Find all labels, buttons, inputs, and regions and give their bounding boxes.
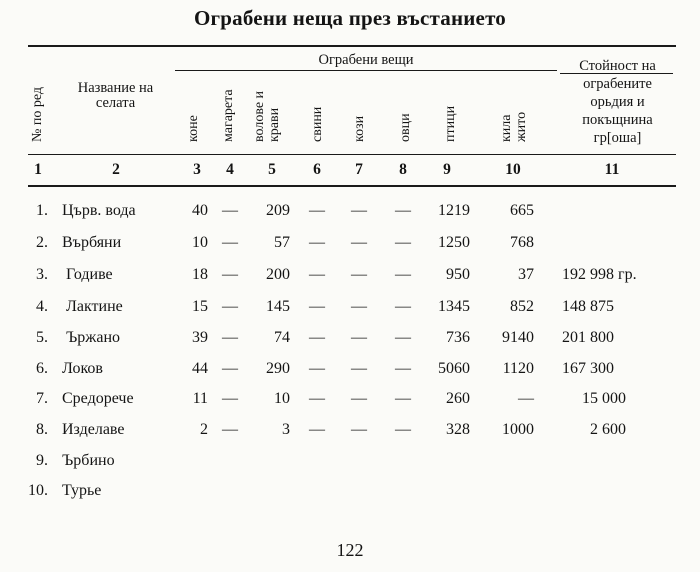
table-row bbox=[0, 234, 700, 260]
table-row bbox=[0, 390, 700, 416]
wheat-kila: 37 bbox=[518, 266, 534, 283]
table-row bbox=[0, 329, 700, 355]
header-sheep: овци bbox=[398, 113, 413, 142]
wheat-kila: 1000 bbox=[502, 421, 534, 438]
donkeys-count: — bbox=[222, 266, 238, 283]
header-donkeys: магарета bbox=[221, 89, 236, 142]
oxen-count: 57 bbox=[274, 234, 290, 251]
table-row bbox=[0, 298, 700, 324]
header-wheat-kila: кила жито bbox=[499, 111, 529, 142]
birds-count: 1219 bbox=[438, 202, 470, 219]
donkeys-count: — bbox=[222, 421, 238, 438]
row-number: 5. bbox=[36, 329, 48, 346]
header-village-name-line2: селата bbox=[95, 95, 136, 111]
column-number: 4 bbox=[226, 161, 234, 178]
column-number: 2 bbox=[112, 161, 120, 178]
looted-value: 201 800 bbox=[562, 329, 614, 346]
table-row bbox=[0, 266, 700, 292]
oxen-count: 200 bbox=[266, 266, 290, 283]
sheep-count: — bbox=[395, 360, 411, 377]
village-name: Лактине bbox=[66, 298, 123, 315]
village-name: Годиве bbox=[66, 266, 113, 283]
header-birds: птици bbox=[443, 105, 458, 142]
column-number: 11 bbox=[604, 161, 620, 178]
header-bottom-rule bbox=[28, 154, 676, 155]
column-number: 8 bbox=[399, 161, 407, 178]
header-value-line5: гр[оша] bbox=[593, 130, 642, 146]
column-number: 6 bbox=[313, 161, 321, 178]
wheat-kila: 1120 bbox=[502, 360, 534, 377]
pigs-count: — bbox=[309, 202, 325, 219]
goats-count: — bbox=[351, 298, 367, 315]
page-number: 122 bbox=[336, 540, 364, 560]
wheat-kila: 852 bbox=[510, 298, 534, 315]
row-number: 4. bbox=[36, 298, 48, 315]
row-number: 6. bbox=[36, 360, 48, 377]
header-horses: коне bbox=[186, 115, 201, 142]
village-name: Средорече bbox=[62, 390, 134, 407]
horses-count: 15 bbox=[192, 298, 208, 315]
table-row bbox=[0, 452, 700, 478]
wheat-kila: — bbox=[518, 390, 534, 407]
goats-count: — bbox=[351, 329, 367, 346]
sheep-count: — bbox=[395, 266, 411, 283]
birds-count: 5060 bbox=[438, 360, 470, 377]
oxen-count: 145 bbox=[266, 298, 290, 315]
oxen-count: 209 bbox=[266, 202, 290, 219]
pigs-count: — bbox=[309, 360, 325, 377]
village-name: Турье bbox=[62, 482, 102, 499]
column-number: 1 bbox=[34, 161, 42, 178]
horses-count: 2 bbox=[200, 421, 208, 438]
goats-count: — bbox=[351, 390, 367, 407]
sheep-count: — bbox=[395, 298, 411, 315]
looted-value: 192 998 гр. bbox=[562, 266, 637, 283]
header-value-line3: орьдия и bbox=[590, 94, 645, 110]
donkeys-count: — bbox=[222, 360, 238, 377]
village-name: Изделаве bbox=[62, 421, 125, 438]
pigs-count: — bbox=[309, 298, 325, 315]
header-looted-items-group: Ограбени вещи bbox=[318, 52, 414, 68]
looted-value: 148 875 bbox=[562, 298, 614, 315]
horses-count: 39 bbox=[192, 329, 208, 346]
pigs-count: — bbox=[309, 390, 325, 407]
village-name: Локов bbox=[62, 360, 103, 377]
column-number: 9 bbox=[443, 161, 451, 178]
sheep-count: — bbox=[395, 202, 411, 219]
donkeys-count: — bbox=[222, 390, 238, 407]
table-row bbox=[0, 202, 700, 228]
row-number: 1. bbox=[36, 202, 48, 219]
row-number: 9. bbox=[36, 452, 48, 469]
looted-value: 2 600 bbox=[590, 421, 626, 438]
horses-count: 44 bbox=[192, 360, 208, 377]
donkeys-count: — bbox=[222, 234, 238, 251]
column-number: 10 bbox=[505, 161, 521, 178]
pigs-count: — bbox=[309, 234, 325, 251]
village-name: Ържано bbox=[66, 329, 121, 346]
birds-count: 736 bbox=[446, 329, 470, 346]
birds-count: 1250 bbox=[438, 234, 470, 251]
top-rule bbox=[28, 45, 676, 47]
column-number: 3 bbox=[193, 161, 201, 178]
horses-count: 10 bbox=[192, 234, 208, 251]
goats-count: — bbox=[351, 360, 367, 377]
group-rule bbox=[175, 70, 557, 71]
sheep-count: — bbox=[395, 234, 411, 251]
goats-count: — bbox=[351, 266, 367, 283]
row-number: 10. bbox=[28, 482, 48, 499]
birds-count: 1345 bbox=[438, 298, 470, 315]
table-row bbox=[0, 482, 700, 508]
horses-count: 11 bbox=[192, 390, 208, 407]
goats-count: — bbox=[351, 421, 367, 438]
village-name: Ърбино bbox=[62, 452, 115, 469]
horses-count: 40 bbox=[192, 202, 208, 219]
birds-count: 328 bbox=[446, 421, 470, 438]
pigs-count: — bbox=[309, 266, 325, 283]
header-value-line2: ограбените bbox=[583, 76, 652, 92]
looted-value: 167 300 bbox=[562, 360, 614, 377]
pigs-count: — bbox=[309, 421, 325, 438]
sheep-count: — bbox=[395, 329, 411, 346]
pigs-count: — bbox=[309, 329, 325, 346]
row-number: 2. bbox=[36, 234, 48, 251]
page-title: Ограбени неща през въстанието bbox=[193, 6, 507, 30]
header-goats: кози bbox=[352, 115, 367, 142]
village-name: Църв. вода bbox=[62, 202, 136, 219]
table-row bbox=[0, 360, 700, 386]
sheep-count: — bbox=[395, 390, 411, 407]
oxen-count: 3 bbox=[282, 421, 290, 438]
column-number: 7 bbox=[355, 161, 363, 178]
wheat-kila: 768 bbox=[510, 234, 534, 251]
header-oxen-cows: волове и крави bbox=[252, 90, 282, 142]
horses-count: 18 bbox=[192, 266, 208, 283]
donkeys-count: — bbox=[222, 298, 238, 315]
table-row bbox=[0, 421, 700, 447]
row-number: 8. bbox=[36, 421, 48, 438]
oxen-count: 290 bbox=[266, 360, 290, 377]
row-number: 7. bbox=[36, 390, 48, 407]
oxen-count: 74 bbox=[274, 329, 290, 346]
donkeys-count: — bbox=[222, 329, 238, 346]
row-number: 3. bbox=[36, 266, 48, 283]
sheep-count: — bbox=[395, 421, 411, 438]
column-number: 5 bbox=[268, 161, 276, 178]
header-value-line1: Стойност на bbox=[579, 58, 656, 74]
birds-count: 260 bbox=[446, 390, 470, 407]
header-value-line4: покъщнина bbox=[582, 112, 653, 128]
numbers-bottom-rule bbox=[28, 185, 676, 187]
looted-value: 15 000 bbox=[582, 390, 626, 407]
birds-count: 950 bbox=[446, 266, 470, 283]
wheat-kila: 665 bbox=[510, 202, 534, 219]
header-pigs: свини bbox=[310, 106, 325, 142]
wheat-kila: 9140 bbox=[502, 329, 534, 346]
village-name: Върбяни bbox=[62, 234, 122, 251]
donkeys-count: — bbox=[222, 202, 238, 219]
header-row-number: № по ред bbox=[30, 86, 45, 142]
oxen-count: 10 bbox=[274, 390, 290, 407]
goats-count: — bbox=[351, 234, 367, 251]
header-village-name-line1: Название на bbox=[77, 80, 154, 96]
goats-count: — bbox=[351, 202, 367, 219]
